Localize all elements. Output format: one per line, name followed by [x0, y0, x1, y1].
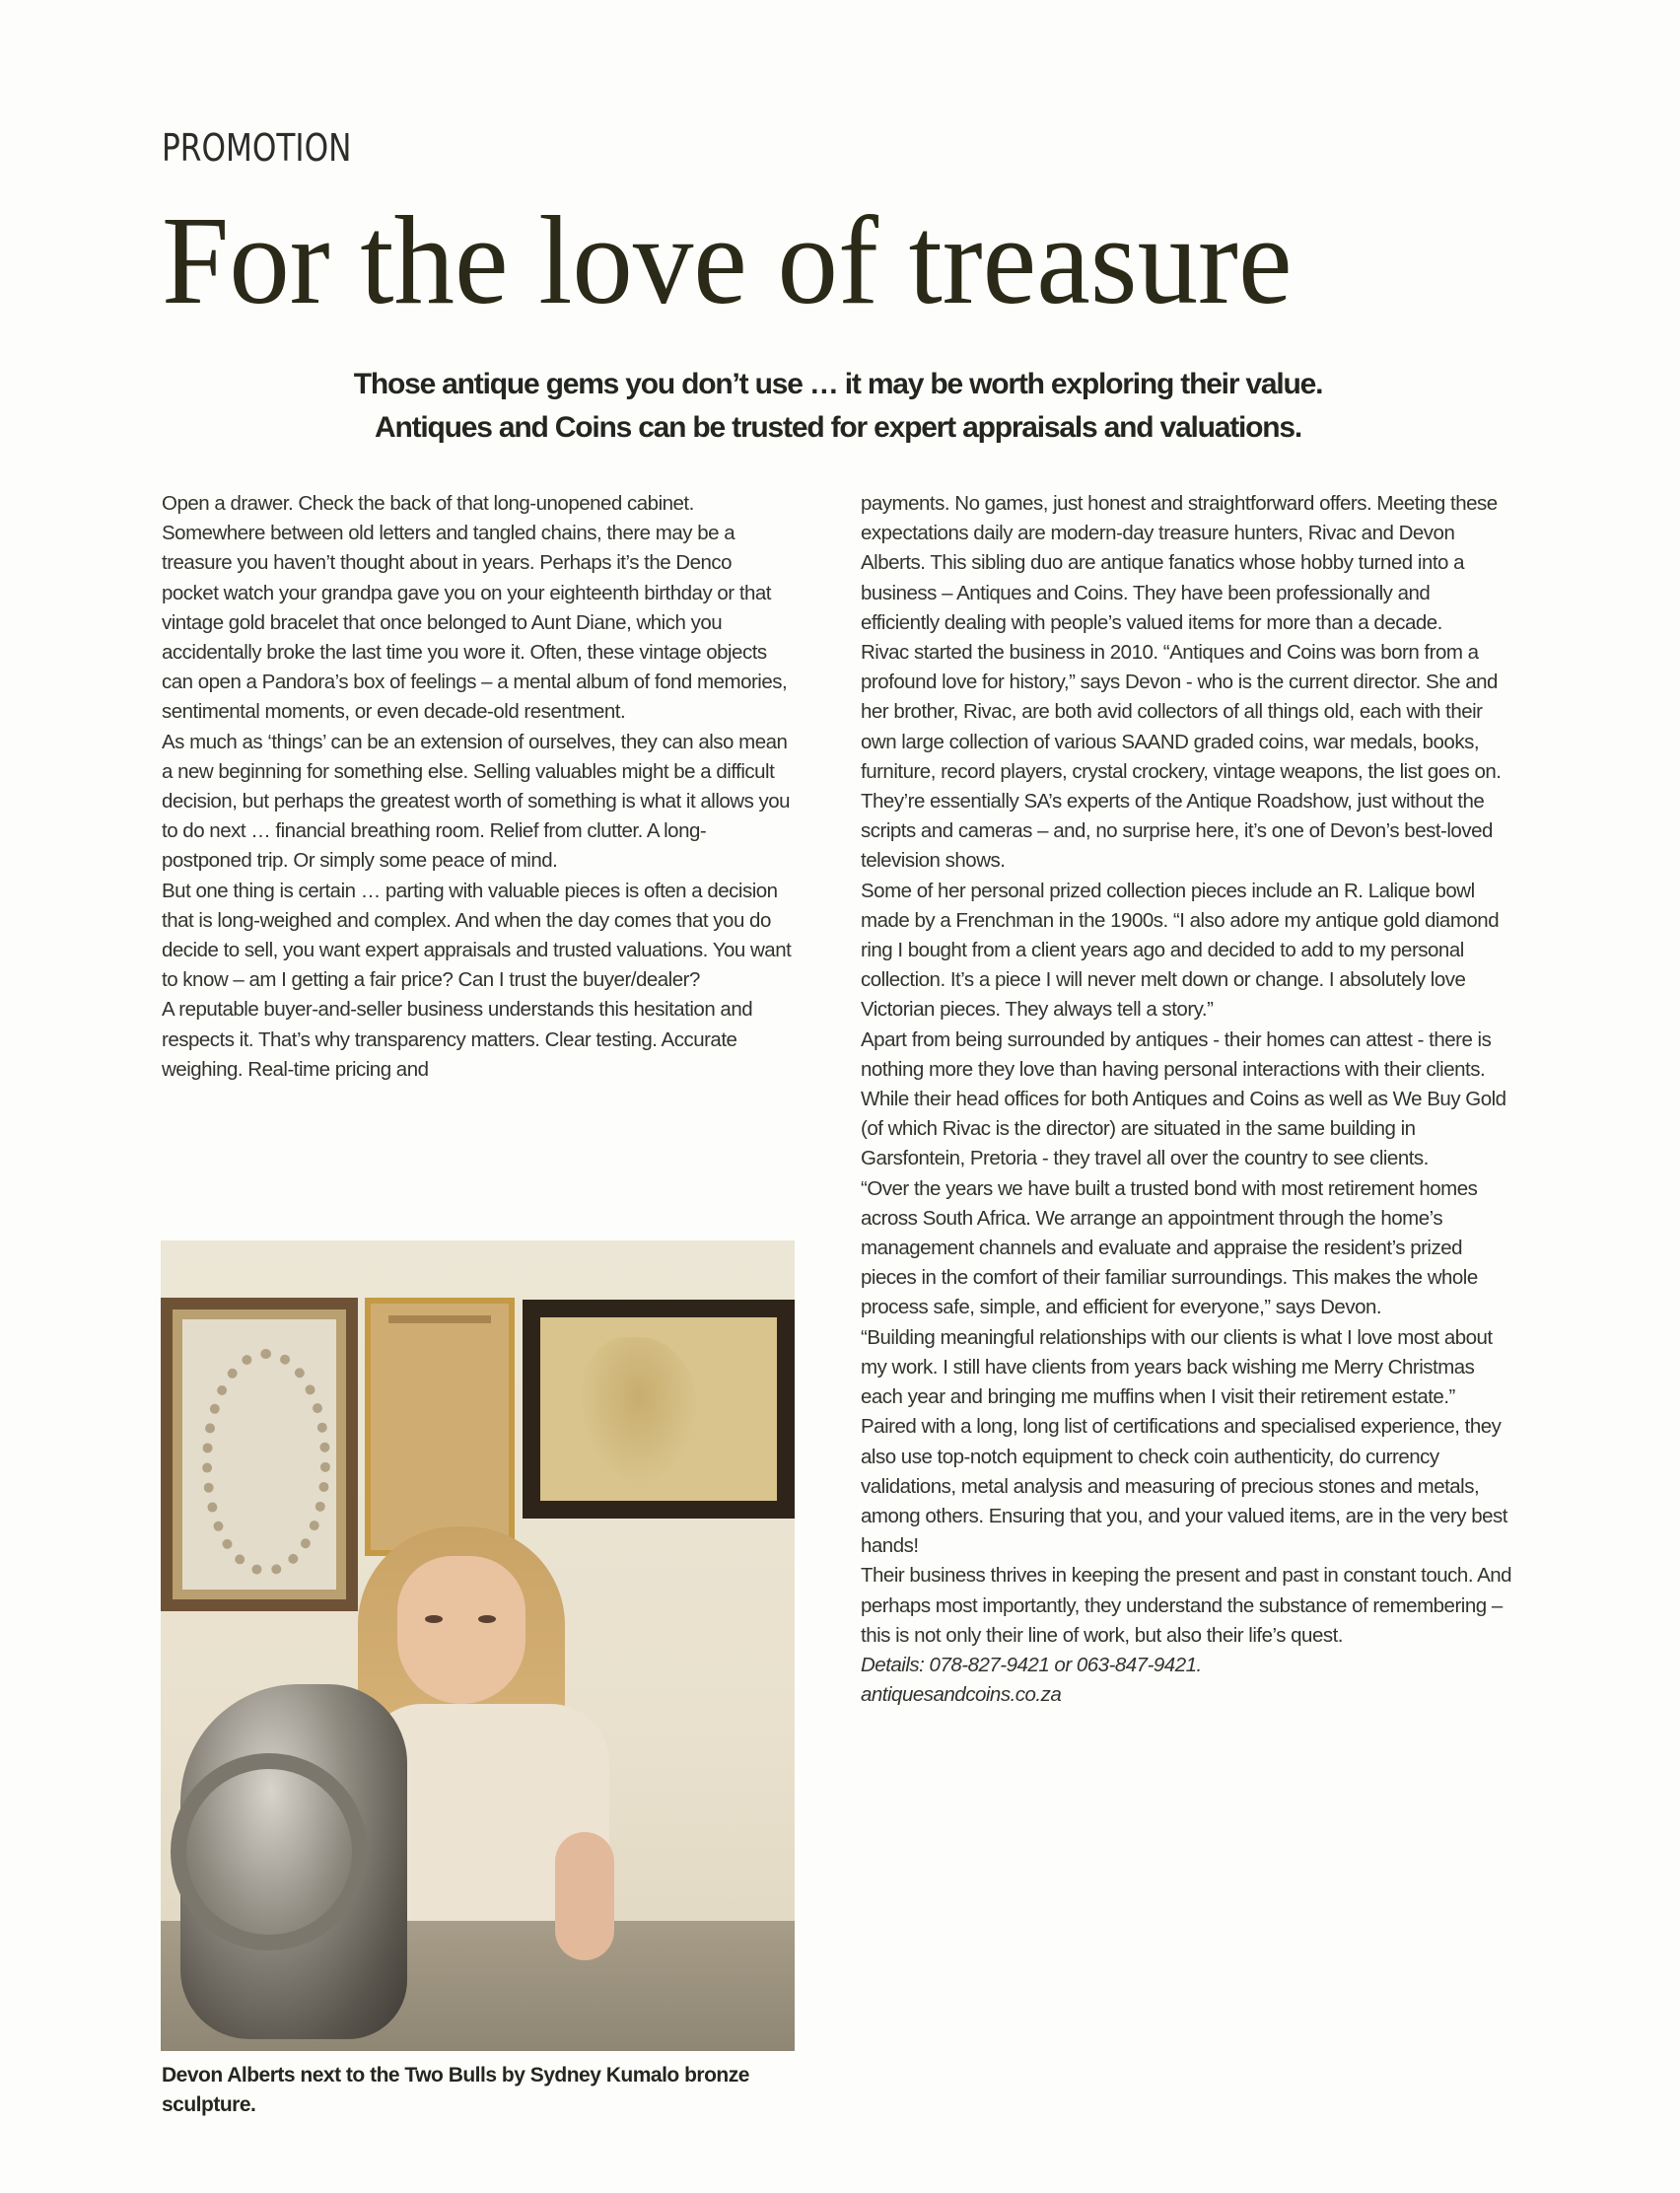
contact-details: Details: 078-827-9421 or 063-847-9421.: [861, 1653, 1202, 1676]
framed-document: [365, 1298, 515, 1556]
feature-photo: [161, 1240, 795, 2051]
left-column: [162, 489, 793, 1085]
person-arm: [555, 1832, 614, 1960]
paragraph: As much as ‘things’ can be an extension of ourselves, they can also mean a new beginning for something else. Selling valuables might be a difficult decision, but perhaps the greatest worth of something is what it allows you to do next … financial breathing room. Relief from clutter. A long-postponed trip. Or simply some peace of mind.: [162, 730, 791, 873]
photo-caption: Devon Alberts next to the Two Bulls by Sydney Kumalo bronze sculpture.: [162, 2064, 749, 2116]
paragraph: Rivac started the business in 2010. “Antiques and Coins was born from a profound love for history,” says Devon - who is the current director. She and her brother, Rivac, are both avid collectors of all things old, each with their own large collection of various SAAND graded coins, war medals, books, furniture, record players, crystal crockery, vintage weapons, the list goes on. They’re essentially SA’s experts of the Antique Roadshow, just without the scripts and cameras – and, no surprise here, it’s one of Devon’s best-loved television shows.: [861, 641, 1502, 873]
deck-line-1: Those antique gems you don’t use … it may be worth exploring their value.: [353, 368, 1323, 400]
website-link[interactable]: antiquesandcoins.co.za: [861, 1683, 1062, 1707]
paragraph: “Over the years we have built a trusted bond with most retirement homes across South Africa. We arrange an appointment through the home’s management channels and evaluate and appraise the resident’s prized pieces in the comfort of their familiar surroundings. This makes the whole process safe, simple, and efficient for everyone,” says Devon.: [861, 1176, 1478, 1319]
headline: For the love of treasure: [162, 190, 1293, 330]
eye-icon: [478, 1615, 496, 1623]
paragraph: “Building meaningful relationships with our clients is what I love most about my work. I still have clients from years back wishing me Merry Christmas each year and bringing me muffins when I visit their retirement estate.”: [861, 1325, 1493, 1409]
sculpture-ring: [171, 1753, 368, 1950]
person-face: [397, 1556, 525, 1704]
paragraph: But one thing is certain … parting with valuable pieces is often a decision that is long-weighed and complex. And when the day comes that you do decide to sell, you want expert appraisals and trusted valuations. You want to know – am I getting a fair price? Can I trust the buyer/dealer?: [162, 879, 792, 992]
paragraph: Their business thrives in keeping the present and past in constant touch. And perhaps most importantly, they understand the substance of remembering – this is not only their line of work, but also their life’s quest.: [861, 1564, 1512, 1647]
eye-icon: [425, 1615, 443, 1623]
framed-map: [523, 1300, 795, 1519]
framed-coin-display: [161, 1298, 358, 1611]
paragraph: A reputable buyer-and-seller business understands this hesitation and respects it. That’s why transparency matters. Clear testing. Accurate weighing. Real-time pricing and: [162, 998, 753, 1081]
paragraph: Some of her personal prized collection pieces include an R. Lalique bowl made by a Frenchman in the 1900s. “I also adore my antique gold diamond ring I bought from a client years ago and decided to add to my personal collection. It’s a piece I will never melt down or change. I absolutely love Victorian pieces. They always tell a story.”: [861, 879, 1500, 1022]
paragraph: Open a drawer. Check the back of that long-unopened cabinet. Somewhere between old letters and tangled chains, there may be a treasure you haven’t thought about in years. Perhaps it’s the Denco pocket watch your grandpa gave you on your eighteenth birthday or that vintage gold bracelet that once belonged to Aunt Diane, which you accidentally broke the last time you wore it. Often, these vintage objects can open a Pandora’s box of feelings – a mental album of fond memories, sentimental moments, or even decade-old resentment.: [162, 492, 788, 724]
paragraph: Apart from being surrounded by antiques - their homes can attest - there is nothing more they love than having personal interactions with their clients. While their head offices for both Antiques and Coins as well as We Buy Gold (of which Rivac is the director) are situated in the same building in Garsfontein, Pretoria - they travel all over the country to see clients.: [861, 1027, 1506, 1170]
deck-line-2: Antiques and Coins can be trusted for expert appraisals and valuations.: [374, 411, 1302, 444]
deck: [177, 363, 1499, 450]
paragraph: Paired with a long, long list of certifications and specialised experience, they also use top-notch equipment to check coin authenticity, do currency validations, metal analysis and measuring of precious stones and metals, among others. Ensuring that you, and your valued items, are in the very best hands!: [861, 1415, 1507, 1558]
right-column: [861, 489, 1513, 1710]
section-label: PROMOTION: [162, 126, 352, 170]
paragraph: payments. No games, just honest and straightforward offers. Meeting these expectations daily are modern-day treasure hunters, Rivac and Devon Alberts. This sibling duo are antique fanatics whose hobby turned into a business – Antiques and Coins. They have been professionally and efficiently dealing with people’s valued items for more than a decade.: [861, 492, 1498, 634]
